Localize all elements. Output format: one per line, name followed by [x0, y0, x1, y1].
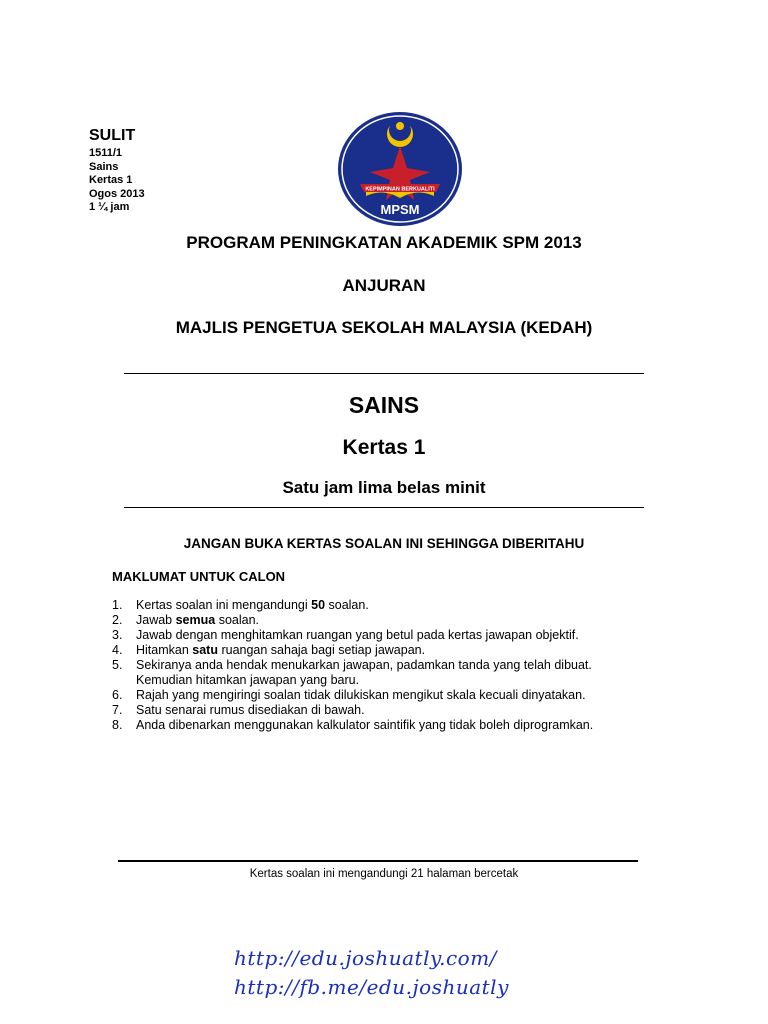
duration-text: Satu jam lima belas minit: [282, 478, 486, 497]
mpsm-logo-icon: [336, 110, 464, 228]
logo-acronym: MPSM: [380, 202, 420, 217]
facebook-link[interactable]: http://fb.me/edu.joshuatly: [234, 975, 509, 999]
website-link[interactable]: http://edu.joshuatly.com/: [234, 946, 497, 970]
paper-code: 1511/1: [89, 147, 123, 159]
instruction-item: 6. Rajah yang mengiringi soalan tidak dilukiskan mengikut skala kecuali dinyatakan.: [112, 688, 586, 702]
instructions-list: [112, 598, 672, 733]
subject-title: SAINS: [348, 392, 420, 418]
instruction-item: 8. Anda dibenarkan menggunakan kalkulator saintifik yang tidak boleh diprogramkan.: [112, 718, 594, 732]
divider-top: [124, 373, 644, 374]
anjuran-label: ANJURAN: [342, 276, 426, 295]
paper-time: 1 ¼ jam: [89, 201, 130, 213]
program-title: PROGRAM PENINGKATAN AKADEMIK SPM 2013: [186, 233, 582, 252]
paper-subject: Sains: [89, 160, 119, 173]
instruction-item: 5. Sekiranya anda hendak menukarkan jawapan, padamkan tanda yang telah dibuat. Kemudian hitamkan jawapan yang baru.: [112, 658, 592, 687]
organizer-title: MAJLIS PENGETUA SEKOLAH MALAYSIA (KEDAH): [175, 318, 593, 337]
paper-number: Kertas 1: [89, 174, 133, 186]
divider-middle: [124, 507, 644, 508]
instruction-item: 4. Hitamkan satu ruangan sahaja bagi setiap jawapan.: [112, 643, 426, 657]
instruction-item: 2. Jawab semua soalan.: [112, 613, 259, 627]
warning-text: JANGAN BUKA KERTAS SOALAN INI SEHINGGA DIBERITAHU: [183, 536, 585, 551]
paper-date: Ogos 2013: [89, 187, 145, 200]
instruction-item: 1. Kertas soalan ini mengandungi 50 soalan.: [112, 598, 369, 612]
instruction-item: 3. Jawab dengan menghitamkan ruangan yang betul pada kertas jawapan objektif.: [112, 628, 579, 642]
info-heading: MAKLUMAT UNTUK CALON: [112, 569, 286, 584]
page-count-note: Kertas soalan ini mengandungi 21 halaman bercetak: [249, 868, 519, 880]
instruction-item: 7. Satu senarai rumus disediakan di bawah.: [112, 703, 365, 717]
divider-bottom: [118, 860, 638, 862]
logo-banner-text: KEPIMPINAN BERKUALITI: [365, 186, 435, 193]
classification-label: SULIT: [89, 127, 136, 144]
paper-meta: [89, 128, 145, 215]
paper-title: Kertas 1: [342, 436, 426, 459]
